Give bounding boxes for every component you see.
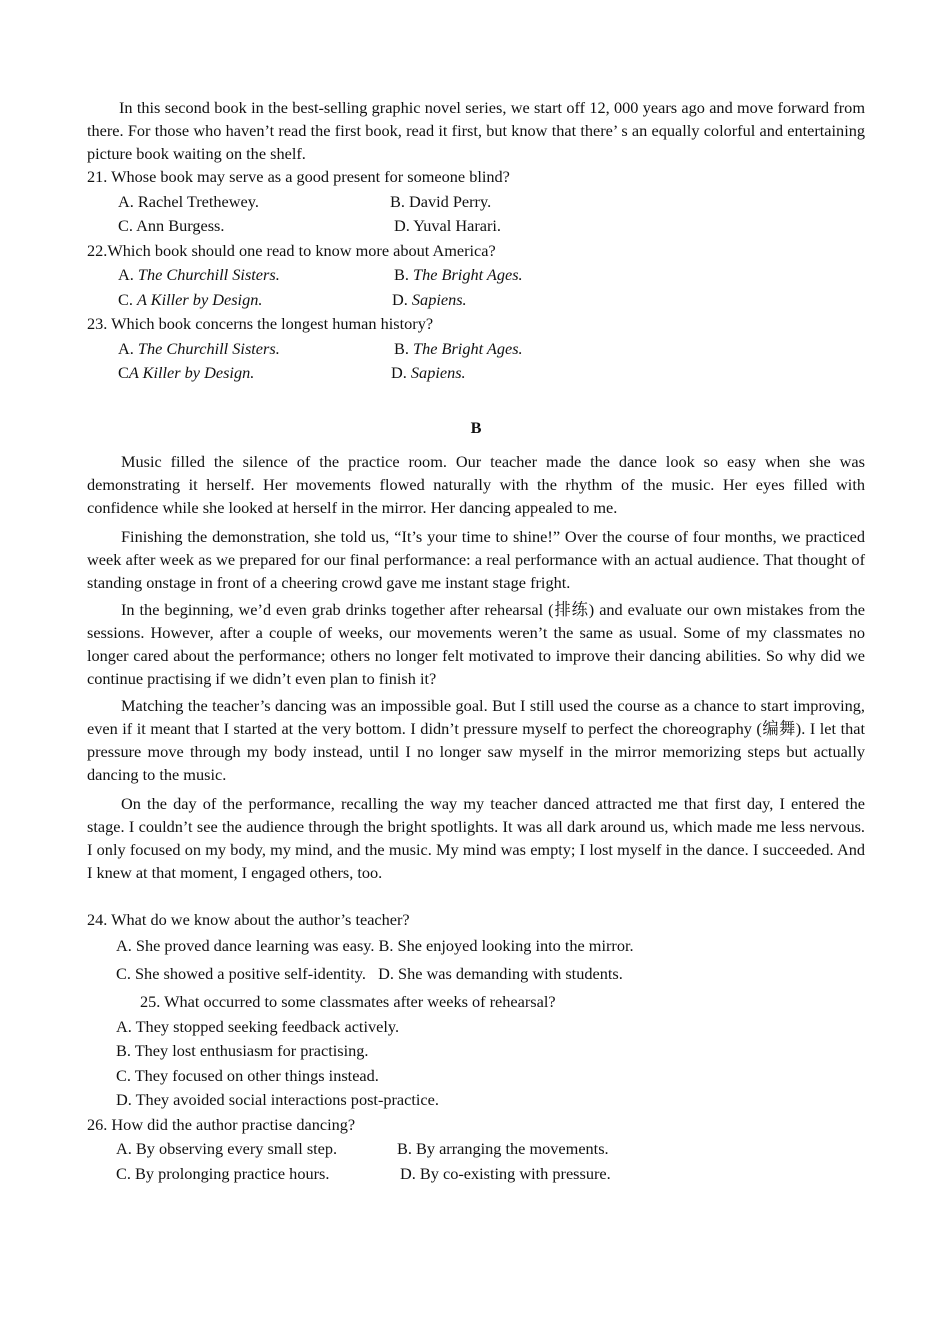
passage-a-paragraph: In this second book in the best-selling graphic novel series, we start off 12, 000 years ago and move forward from there. For those who haven’t read the first book, read it first, but know that there’ s an equally colorful and entertaining picture book waiting on the shelf. bbox=[87, 98, 865, 163]
q21-option-c: C. Ann Burgess. bbox=[118, 216, 225, 235]
passage-b-paragraph-2: Finishing the demonstration, she told us, “It’s your time to shine!” Over the course of four months, we practiced week after week as we prepared for our final performance: a real performance with an actual audience. That thought of standing onstage in front of a cheering crowd gave me instant stage fright. bbox=[87, 526, 865, 592]
q23-option-c bbox=[118, 361, 394, 386]
question-25-stem: 25. What occurred to some classmates after weeks of rehearsal? bbox=[140, 992, 556, 1011]
q23-option-b bbox=[394, 337, 694, 362]
q22-option-a-letter: A. bbox=[118, 265, 138, 284]
q22-option-d-title: Sapiens. bbox=[411, 289, 467, 309]
passage-b bbox=[87, 450, 865, 884]
q24-options-line-1: A. She proved dance learning was easy. B. She enjoyed looking into the mirror. bbox=[116, 936, 634, 955]
q22-option-b-title: The Bright Ages. bbox=[413, 265, 523, 284]
q21-option-b: B. David Perry. bbox=[390, 191, 492, 211]
q26-option-d: D. By co-existing with pressure. bbox=[400, 1163, 611, 1183]
q21-option-a: A. Rachel Trethewey. bbox=[118, 191, 259, 211]
section-b-heading: B bbox=[470, 417, 482, 437]
q22-option-d-letter: D. bbox=[392, 289, 412, 309]
passage-b-paragraph-5: On the day of the performance, recalling the way my teacher danced attracted me that first day, I entered the stage. I couldn’t see the audience through the bright spotlights. It was all dark around us, which made me less nervous. I only focused on my body, my mind, and the music. My mind was empty; I lost myself in the dance. I succeeded. And I knew at that moment, I engaged others, too. bbox=[87, 793, 865, 882]
question-24-stem: 24. What do we know about the author’s teacher? bbox=[87, 909, 410, 929]
q26-option-c: C. By prolonging practice hours. bbox=[116, 1163, 330, 1183]
q22-option-c bbox=[118, 288, 394, 313]
q22-option-d bbox=[392, 288, 694, 313]
q22-option-c-letter: C. bbox=[118, 289, 138, 309]
q22-option-b-letter: B. bbox=[394, 265, 414, 284]
q26-option-b: B. By arranging the movements. bbox=[397, 1139, 609, 1158]
question-26-stem: 26. How did the author practise dancing? bbox=[87, 1114, 356, 1134]
q23-option-a bbox=[118, 337, 394, 362]
q24-options-line-2: C. She showed a positive self-identity. D. She was demanding with students. bbox=[116, 964, 623, 983]
question-25 bbox=[87, 990, 865, 1015]
q22-option-a bbox=[118, 263, 394, 288]
q22-option-b bbox=[394, 263, 694, 288]
q21-option-d: D. Yuval Harari. bbox=[394, 216, 501, 235]
q23-option-b-title: The Bright Ages. bbox=[413, 338, 523, 358]
question-26 bbox=[87, 1113, 865, 1187]
q23-option-c-title: A Killer by Design. bbox=[128, 363, 255, 382]
q26-option-a: A. By observing every small step. bbox=[116, 1139, 338, 1158]
question-22-stem: 22.Which book should one read to know more about America? bbox=[87, 240, 496, 260]
exam-page bbox=[87, 96, 865, 1186]
q23-option-a-letter: A. bbox=[118, 338, 138, 358]
question-22 bbox=[87, 239, 865, 313]
question-21-stem: 21. Whose book may serve as a good present for someone blind? bbox=[87, 167, 510, 186]
q23-option-b-letter: B. bbox=[394, 338, 414, 358]
passage-b-paragraph-1: Music filled the silence of the practice room. Our teacher made the dance look so easy when she was demonstrating it herself. Her movements flowed naturally with the rhythm of the music. Her eyes filled with confidence while she looked at herself in the mirror. Her dancing appealed to me. bbox=[87, 451, 865, 517]
question-21 bbox=[87, 165, 865, 239]
q22-option-c-title: A Killer by Design. bbox=[137, 289, 263, 309]
q25-option-d: D. They avoided social interactions post-practice. bbox=[116, 1090, 439, 1109]
q22-option-a-title: The Churchill Sisters. bbox=[137, 265, 280, 284]
q25-option-c: C. They focused on other things instead. bbox=[116, 1065, 379, 1085]
q23-option-d-letter: D. bbox=[391, 363, 411, 382]
question-24 bbox=[87, 908, 865, 989]
q23-option-c-letter: C bbox=[118, 363, 129, 382]
question-23 bbox=[87, 312, 865, 386]
q25-option-b: B. They lost enthusiasm for practising. bbox=[116, 1041, 369, 1060]
q23-option-d bbox=[391, 361, 694, 386]
q23-option-a-title: The Churchill Sisters. bbox=[137, 338, 280, 358]
q23-option-d-title: Sapiens. bbox=[410, 363, 466, 382]
q25-option-a: A. They stopped seeking feedback actively. bbox=[116, 1016, 400, 1036]
passage-b-paragraph-3: In the beginning, we’d even grab drinks together after rehearsal (排练) and evaluate our own mistakes from the sessions. However, after a couple of weeks, our movements weren’t the same as usual. Some of my classmates no longer cared about the performance; others no longer felt motivated to improve their dancing abilities. So why did we continue practising if we didn’t even plan to finish it? bbox=[87, 599, 865, 688]
passage-b-paragraph-4: Matching the teacher’s dancing was an impossible goal. But I still used the course as a chance to start improving, even if it meant that I started at the very bottom. I didn’t pressure myself to perfect the choreography (编舞). I let that pressure move through my body instead, until I no longer saw myself in the mirror memorizing steps but actually dancing to the music. bbox=[87, 695, 865, 784]
question-23-stem: 23. Which book concerns the longest human history? bbox=[87, 314, 434, 333]
